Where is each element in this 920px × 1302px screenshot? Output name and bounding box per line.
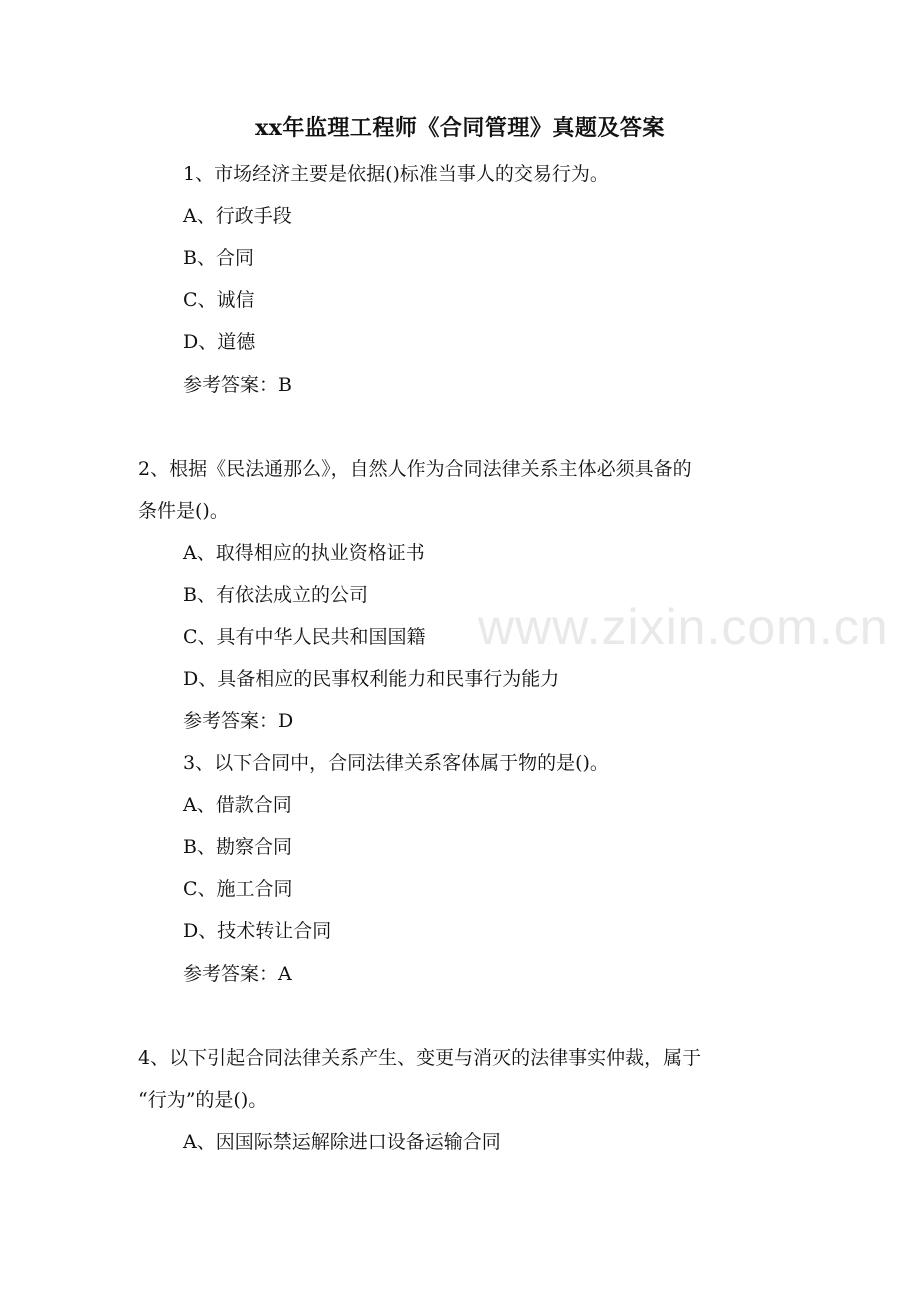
option-d: D、技术转让合同 (183, 920, 332, 942)
option-a: A、取得相应的执业资格证书 (183, 542, 425, 564)
option-a: A、借款合同 (183, 794, 292, 816)
question-stem: 1、市场经济主要是依据()标准当事人的交易行为。 (183, 163, 609, 185)
option-b: B、有依法成立的公司 (183, 584, 368, 606)
option-c: C、诚信 (183, 289, 255, 311)
option-d: D、道德 (183, 331, 256, 353)
option-c: C、具有中华人民共和国国籍 (183, 626, 426, 648)
option-b: B、合同 (183, 247, 254, 269)
question-stem: 2、根据《民法通那么》，自然人作为合同法律关系主体必须具备的 (138, 458, 692, 480)
option-a: A、因国际禁运解除进口设备运输合同 (183, 1131, 501, 1153)
answer: 参考答案：B (183, 374, 292, 396)
question-stem: 3、以下合同中，合同法律关系客体属于物的是()。 (183, 752, 609, 774)
question-stem-continued: “行为”的是()。 (138, 1089, 268, 1111)
answer: 参考答案：D (183, 710, 294, 732)
question-stem: 4、以下引起合同法律关系产生、变更与消灭的法律事实仲裁，属于 (138, 1047, 702, 1069)
option-c: C、施工合同 (183, 878, 293, 900)
answer: 参考答案：A (183, 963, 292, 985)
watermark: www.zixin.com.cn (478, 599, 889, 655)
option-b: B、勘察合同 (183, 836, 292, 858)
question-stem-continued: 条件是()。 (138, 500, 229, 522)
document-title: xx年监理工程师《合同管理》真题及答案 (255, 115, 665, 141)
option-d: D、具备相应的民事权利能力和民事行为能力 (183, 668, 560, 690)
option-a: A、行政手段 (183, 205, 292, 227)
